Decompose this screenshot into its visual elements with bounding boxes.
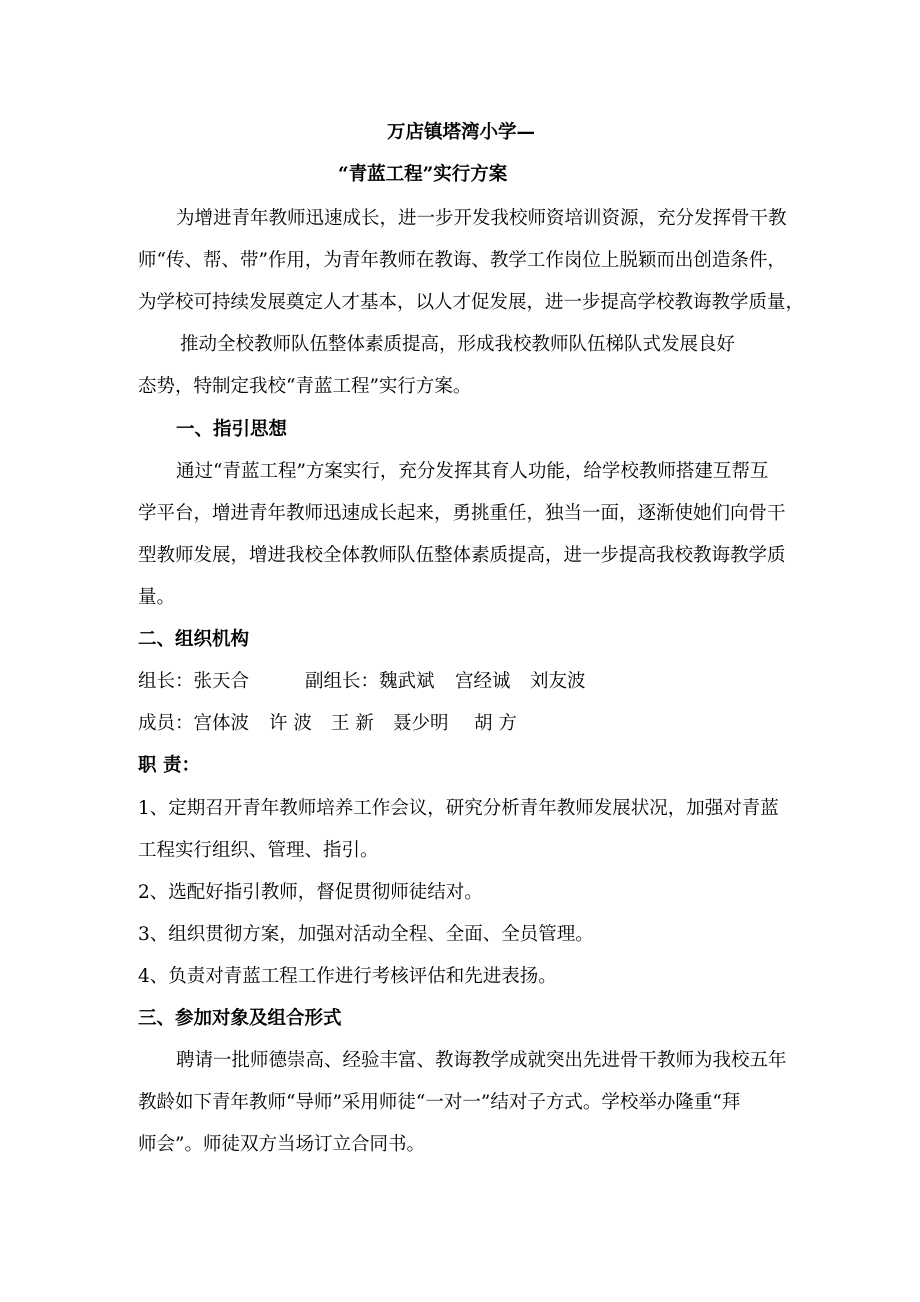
intro-line-5: 态势，特制定我校“青蓝工程”实行方案。 [138,376,472,397]
section1-heading: 一、指引思想 [176,419,288,440]
deputy-leader-2: 宫经诚 [455,671,511,692]
section2-heading: 二、组织机构 [138,629,250,650]
section1-line-2: 学平台，增进青年教师迅速成长起来，勇挑重任，独当一面，逐渐使她们向骨干 [138,503,786,524]
leader-row [138,669,788,695]
section1-line-1: 通过“青蓝工程”方案实行，充分发挥其育人功能，给学校教师搭建互帮互 [176,461,769,482]
doc-title-line1: 万店镇塔湾小学— [387,122,536,143]
duties-heading: 职 责： [138,755,200,776]
members-row [138,711,788,737]
intro-line-4: 推动全校教师队伍整体素质提高，形成我校教师队伍梯队式发展良好 [180,334,736,355]
section1-line-4: 量。 [138,587,176,608]
intro-line-3: 为学校可持续发展奠定人才基本，以人才促发展，进一步提高学校教诲教学质量， [138,292,805,313]
section3-heading: 三、参加对象及组合形式 [138,1008,342,1029]
duty-2: 2、选配好指引教师，督促贯彻师徒结对。 [138,882,483,903]
duty-3: 3、组织贯彻方案，加强对活动全程、全面、全员管理。 [138,924,594,945]
duty-4: 4、负责对青蓝工程工作进行考核评估和先进表扬。 [138,966,557,987]
deputy-leader-3: 刘友波 [530,671,586,692]
doc-title-line2: “青蓝工程”实行方案 [338,164,508,185]
leader-text: 组长：张天合 [138,671,250,692]
duty-1-line-1: 1、定期召开青年教师培养工作会议，研究分析青年教师发展状况，加强对青蓝 [138,798,779,819]
members-text: 成员：宫体波 [138,713,250,734]
member-4: 聂少明 [393,713,449,734]
section1-line-3: 型教师发展，增进我校全体教师队伍整体素质提高，进一步提高我校教诲教学质 [138,545,786,566]
member-3: 王 新 [331,713,374,734]
section3-line-3: 师会”。师徒双方当场订立合同书。 [138,1134,425,1155]
section3-line-2: 教龄如下青年教师“导师”采用师徒“一对一”结对子方式。学校举办隆重“拜 [138,1092,741,1113]
member-2: 许 波 [269,713,312,734]
duty-1-line-2: 工程实行组织、管理、指引。 [138,840,379,861]
intro-line-2: 师“传、帮、带”作用，为青年教师在教诲、教学工作岗位上脱颖而出创造条件， [138,250,786,271]
deputy-leader-text: 副组长：魏武斌 [305,671,435,692]
member-5: 胡 方 [474,713,517,734]
intro-line-1: 为增进青年教师迅速成长，进一步开发我校师资培训资源，充分发挥骨干教 [176,208,787,229]
section3-line-1: 聘请一批师德崇高、经验丰富、教诲教学成就突出先进骨干教师为我校五年 [176,1050,787,1071]
